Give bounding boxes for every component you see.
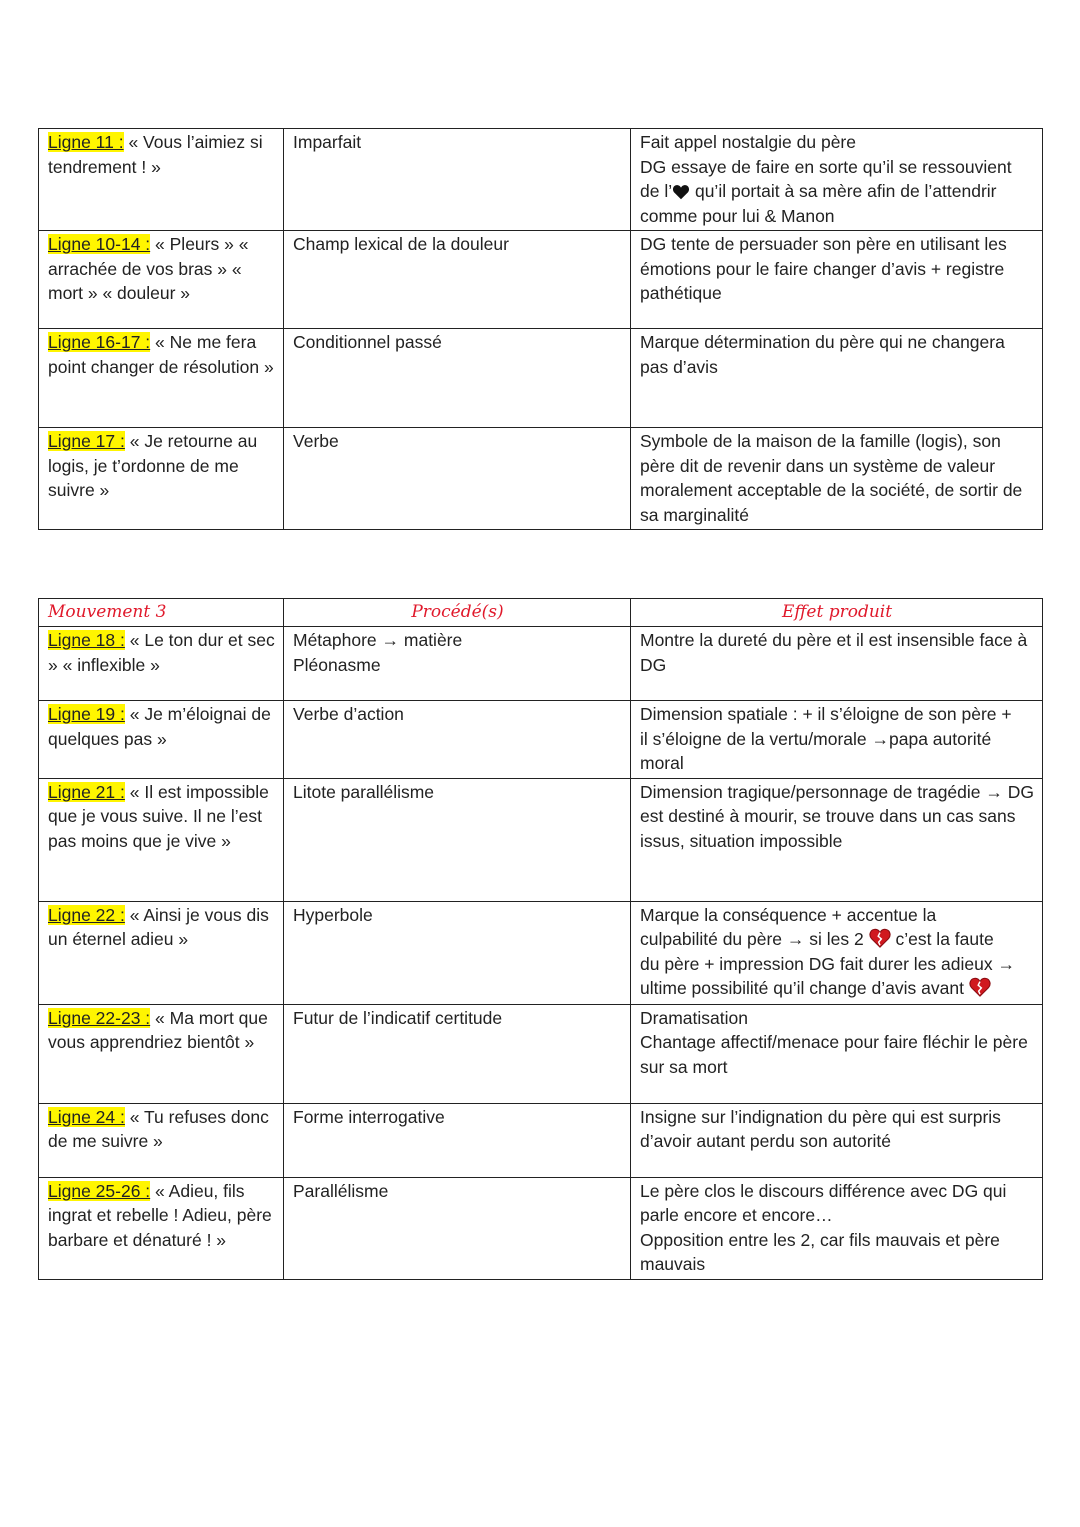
effet-text: Fait appel nostalgie du père xyxy=(640,132,856,152)
table-row xyxy=(39,701,1043,779)
line-reference: Ligne 24 : xyxy=(48,1106,125,1127)
effet-line xyxy=(640,1179,1034,1228)
effet-line xyxy=(640,1228,1034,1277)
reference-cell xyxy=(39,778,284,901)
effet-cell xyxy=(631,129,1043,231)
effet-text: culpabilité du père → si les 2 xyxy=(640,929,869,949)
table-row xyxy=(39,129,1043,231)
table-2-body xyxy=(39,599,1043,1280)
procede-text: Champ lexical de la douleur xyxy=(293,234,509,254)
quote-text: « Je retourne au logis, je t’ordonne de me suivre » xyxy=(48,431,258,500)
procede-text: Conditionnel passé xyxy=(293,332,442,352)
effet-cell xyxy=(631,778,1043,901)
effet-text: Le père clos le discours différence avec DG qui parle encore et encore… xyxy=(640,1180,1007,1225)
header-cell-movement xyxy=(39,599,284,627)
analysis-table-1 xyxy=(38,128,1043,530)
procede-cell xyxy=(284,329,631,428)
effet-cell xyxy=(631,1103,1043,1177)
procede-cell xyxy=(284,428,631,530)
procede-cell xyxy=(284,778,631,901)
quote-text: « Vous l’aimiez si tendrement ! » xyxy=(48,132,263,177)
procede-text: Métaphore → matière xyxy=(293,630,463,650)
line-reference: Ligne 17 : xyxy=(48,431,125,451)
broken-heart-icon xyxy=(969,977,991,997)
effet-line xyxy=(640,429,1034,527)
quote-text: « Le ton dur et sec » « inflexible » xyxy=(48,630,275,675)
effet-line xyxy=(640,952,1034,977)
effet-line xyxy=(640,155,1034,180)
effet-line xyxy=(640,727,1034,752)
reference-cell xyxy=(39,1177,284,1279)
effet-text: DG essaye de faire en sorte qu’il se ressouvient xyxy=(640,156,1012,177)
procede-cell xyxy=(284,231,631,329)
effet-text: Symbole de la maison de la famille (logis), son père dit de revenir dans un système de valeur moralement acceptable de la société, de sortir de sa marginalité xyxy=(640,431,1023,525)
effet-line xyxy=(640,1030,1034,1079)
procede-cell xyxy=(284,1004,631,1103)
effet-cell xyxy=(631,428,1043,530)
quote-text: « Adieu, fils ingrat et rebelle ! Adieu, père barbare et dénaturé ! » xyxy=(48,1180,272,1250)
procede-cell xyxy=(284,129,631,231)
effet-text: de l’ xyxy=(640,181,673,201)
procede-cell xyxy=(284,1177,631,1279)
table-1-body xyxy=(39,129,1043,530)
procede-text: Litote parallélisme xyxy=(293,781,435,802)
effet-text: du père + impression DG fait durer les adieux → xyxy=(640,953,1015,974)
table-row xyxy=(39,1004,1043,1103)
procede-text: Imparfait xyxy=(293,132,362,152)
reference-cell xyxy=(39,1103,284,1177)
broken-heart-icon xyxy=(869,928,891,948)
effet-line xyxy=(640,1006,1034,1031)
reference-cell xyxy=(39,129,284,231)
procede-text: Forme interrogative xyxy=(293,1106,445,1127)
effet-text: Insigne sur l’indignation du père qui est surpris d’avoir autant perdu son autorité xyxy=(640,1106,1001,1151)
table-row xyxy=(39,428,1043,530)
table-row xyxy=(39,627,1043,701)
quote-text: « Il est impossible que je vous suive. Il ne l’est pas moins que je vive » xyxy=(48,781,269,851)
effet-text: Chantage affectif/menace pour faire fléchir le père sur sa mort xyxy=(640,1032,1028,1077)
effet-line xyxy=(640,780,1034,854)
procede-cell xyxy=(284,901,631,1004)
table-row xyxy=(39,231,1043,329)
table-row xyxy=(39,1103,1043,1177)
quote-text: « Ne me fera point changer de résolution » xyxy=(48,332,274,377)
effet-text-after: qu’il portait à sa mère afin de l’attendrir xyxy=(690,181,997,201)
procede-text: Futur de l’indicatif certitude xyxy=(293,1007,503,1028)
quote-text: « Ainsi je vous dis un éternel adieu » xyxy=(48,904,269,949)
reference-cell xyxy=(39,1004,284,1103)
reference-cell xyxy=(39,231,284,329)
header-procede: Procédé(s) xyxy=(284,599,631,627)
effet-cell xyxy=(631,1177,1043,1279)
effet-text: Dimension spatiale : + il s’éloigne de son père + xyxy=(640,704,1012,724)
reference-cell xyxy=(39,627,284,701)
effet-text: Marque la conséquence + accentue la xyxy=(640,904,937,925)
line-reference: Ligne 22-23 : xyxy=(48,1007,151,1028)
header-movement: Mouvement 3 xyxy=(48,602,167,622)
procede-cell xyxy=(284,1103,631,1177)
effet-text: il s’éloigne de la vertu/morale →papa autorité xyxy=(640,728,992,749)
procede-text: Verbe d’action xyxy=(293,704,404,724)
analysis-table-2 xyxy=(38,598,1043,1280)
procede-text: Hyperbole xyxy=(293,904,373,925)
effet-cell xyxy=(631,627,1043,701)
effet-line xyxy=(640,130,1034,155)
reference-cell xyxy=(39,329,284,428)
effet-text: DG tente de persuader son père en utilisant les émotions pour le faire changer d’avis + registre pathétique xyxy=(640,234,1007,303)
quote-text: « Ma mort que vous apprendriez bientôt » xyxy=(48,1007,268,1052)
quote-text: « Je m’éloignai de quelques pas » xyxy=(48,704,271,749)
procede-text: Verbe xyxy=(293,431,339,451)
effet-line xyxy=(640,179,1034,204)
effet-text: Marque détermination du père qui ne changera pas d’avis xyxy=(640,332,1005,377)
effet-line xyxy=(640,927,1034,952)
effet-cell xyxy=(631,901,1043,1004)
quote-text: « Tu refuses donc de me suivre » xyxy=(48,1106,269,1151)
effet-text: ultime possibilité qu’il change d’avis avant xyxy=(640,978,969,998)
line-reference: Ligne 10-14 : xyxy=(48,234,151,254)
effet-cell xyxy=(631,701,1043,779)
reference-cell xyxy=(39,428,284,530)
black-heart-icon xyxy=(672,184,690,200)
effet-line xyxy=(640,1105,1034,1154)
line-reference: Ligne 11 : xyxy=(48,132,124,152)
line-reference: Ligne 18 : xyxy=(48,630,125,650)
procede-cell xyxy=(284,701,631,779)
line-reference: Ligne 25-26 : xyxy=(48,1180,151,1201)
effet-text: comme pour lui & Manon xyxy=(640,205,835,226)
effet-line xyxy=(640,204,1034,229)
effet-cell xyxy=(631,329,1043,428)
line-reference: Ligne 22 : xyxy=(48,904,125,925)
effet-line xyxy=(640,976,1034,1001)
effet-cell xyxy=(631,1004,1043,1103)
reference-cell xyxy=(39,701,284,779)
table-row xyxy=(39,329,1043,428)
procede-text: Pléonasme xyxy=(293,654,381,675)
quote-text: « Pleurs » « arrachée de vos bras » « mort » « douleur » xyxy=(48,234,249,303)
effet-text: Dimension tragique/personnage de tragédie → DG est destiné à mourir, se trouve dans un cas sans issus, situation impossible xyxy=(640,781,1034,851)
line-reference: Ligne 21 : xyxy=(48,781,125,802)
effet-text-after: c’est la faute xyxy=(890,929,994,949)
effet-text: moral xyxy=(640,753,684,773)
table-row xyxy=(39,901,1043,1004)
effet-line xyxy=(640,903,1034,928)
procede-cell xyxy=(284,627,631,701)
table-header-row xyxy=(39,599,1043,627)
procede-text: Parallélisme xyxy=(293,1180,389,1201)
effet-text: Dramatisation xyxy=(640,1007,748,1028)
effet-line xyxy=(640,628,1034,677)
effet-text: Opposition entre les 2, car fils mauvais et père mauvais xyxy=(640,1229,1000,1274)
table-row xyxy=(39,1177,1043,1279)
line-reference: Ligne 19 : xyxy=(48,704,125,724)
effet-line xyxy=(640,751,1034,776)
reference-cell xyxy=(39,901,284,1004)
header-effet: Effet produit xyxy=(631,599,1043,627)
effet-text: Montre la dureté du père et il est insensible face à DG xyxy=(640,630,1028,675)
effet-line xyxy=(640,232,1034,306)
effet-line xyxy=(640,330,1034,379)
effet-line xyxy=(640,702,1034,727)
line-reference: Ligne 16-17 : xyxy=(48,332,151,352)
effet-cell xyxy=(631,231,1043,329)
table-row xyxy=(39,778,1043,901)
